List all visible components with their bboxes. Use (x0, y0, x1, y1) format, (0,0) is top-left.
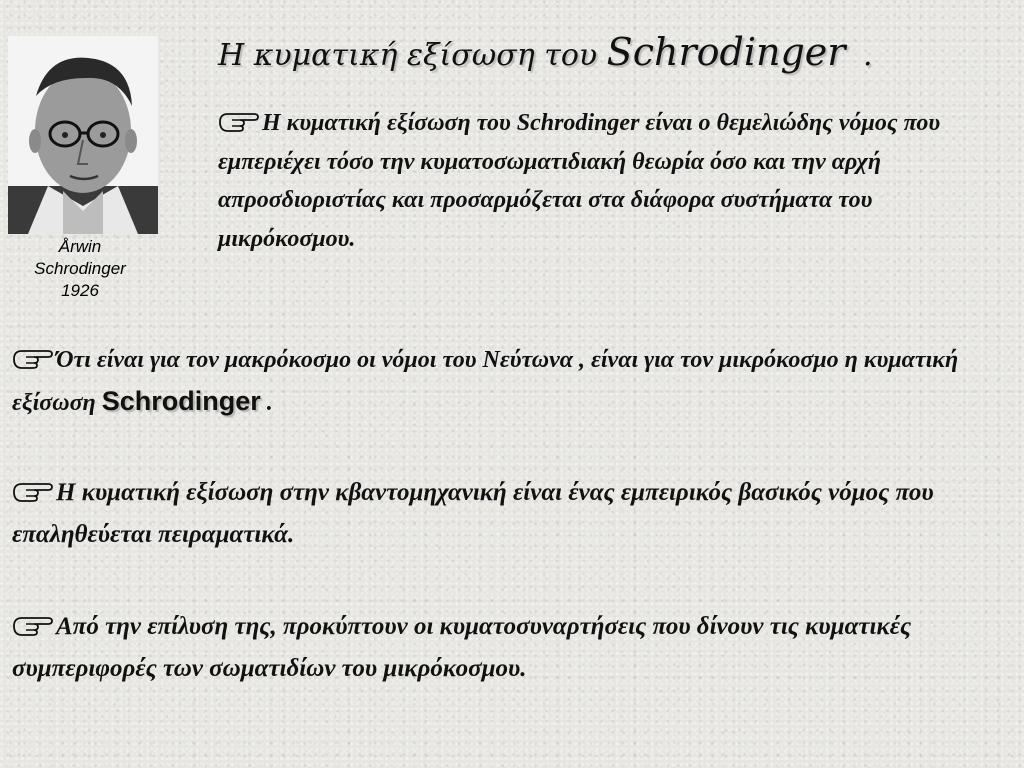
paragraph-4-text: Από την επίλυση της, προκύπτουν οι κυματοσυναρτήσεις που δίνουν τις κυματικές συμπεριφορές των σωματιδίων του μικρόκοσμου. (12, 613, 912, 682)
paragraph-2 (12, 340, 1012, 424)
title-prefix: Η κυματική εξίσωση του (218, 38, 598, 73)
paragraph-4 (12, 606, 1012, 690)
paragraph-3 (12, 472, 1012, 556)
portrait-photo (8, 36, 158, 234)
paragraph-3-text: Η κυματική εξίσωση στην κβαντομηχανική είναι ένας εμπειρικός βασικός νόμος που επαληθεύεται πειραματικά. (12, 479, 934, 548)
title-suffix: . (862, 38, 873, 73)
pointing-hand-icon (12, 614, 54, 636)
caption-line-year: 1926 (61, 281, 99, 300)
pointing-hand-icon (218, 110, 260, 132)
slide-title (218, 30, 873, 78)
paragraph-2-name: Schrodinger (101, 386, 261, 416)
paragraph-2-text: Ότι είναι για τον μακρόκοσμο οι νόμοι του Νεύτωνα , είναι για τον μικρόκοσμο η κυματική εξίσωση (12, 347, 959, 416)
paragraph-1 (218, 104, 978, 258)
pointing-hand-icon (12, 480, 54, 502)
caption-line-first-name: Årwin (58, 237, 102, 256)
paragraph-2-suffix: . (266, 390, 273, 416)
portrait-caption (0, 236, 160, 302)
title-name: Schrodinger (606, 30, 846, 74)
paragraph-1-text: Η κυματική εξίσωση του Schrodinger είναι ο θεμελιώδης νόμος που εμπεριέχει τόσο την κυματοσωματιδιακή θεωρία όσο και την αρχή απροσδιοριστίας και προσαρμόζεται στα διάφορα συστήματα του μικρόκοσμου. (218, 110, 941, 252)
caption-line-surname: Schrodinger (34, 259, 126, 278)
pointing-hand-icon (12, 347, 54, 369)
